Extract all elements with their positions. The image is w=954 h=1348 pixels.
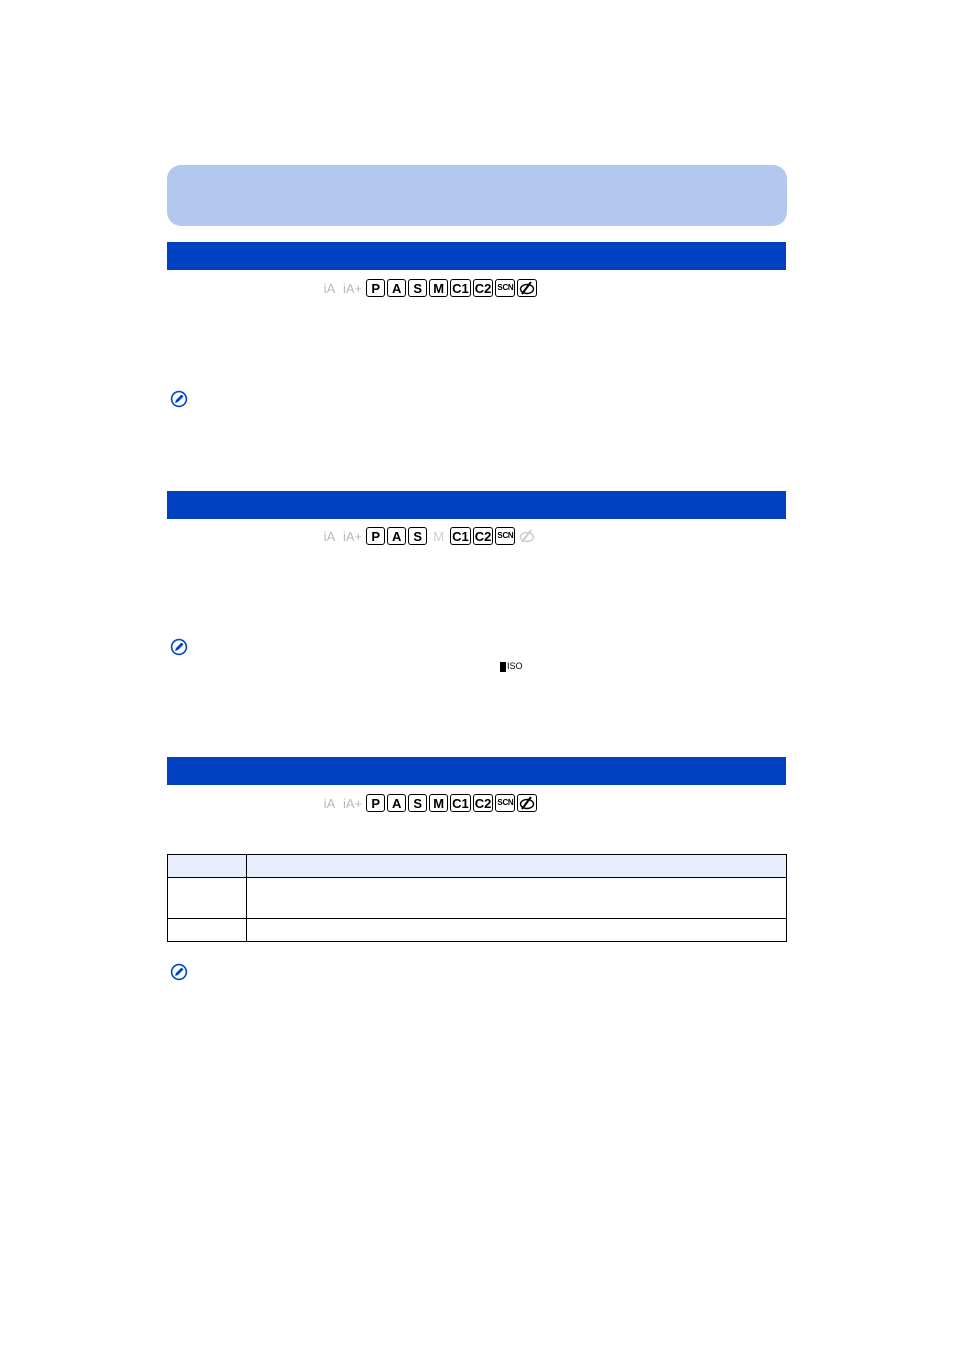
a-mode-icon: A [387, 527, 406, 545]
ia-mode-icon: iA [320, 794, 339, 812]
c1-mode-icon: C1 [452, 280, 469, 296]
iso-icon: ISO [500, 661, 523, 672]
ia-mode-icon: iA [320, 279, 339, 297]
creative-control-icon [517, 279, 537, 297]
s-mode-icon: S [408, 279, 427, 297]
a-mode-icon: A [387, 279, 406, 297]
table-header-cell [168, 855, 247, 878]
table-row [168, 878, 787, 919]
table-header-cell [247, 855, 787, 878]
mode-icons-row-3 [320, 792, 537, 814]
section-header-2 [167, 491, 786, 519]
note-pencil-icon [170, 390, 188, 408]
scn-mode-icon: SCN [495, 794, 515, 812]
ia-plus-mode-icon: iA+ [343, 280, 363, 296]
c1-mode-icon: C1 [452, 795, 469, 811]
p-mode-icon: P [366, 527, 385, 545]
m-mode-icon: M [429, 279, 448, 297]
table-row [168, 919, 787, 942]
ia-plus-mode-icon: iA+ [343, 528, 363, 544]
m-mode-icon: M [429, 794, 448, 812]
section-header-3 [167, 757, 786, 785]
table-cell [168, 919, 247, 942]
c2-mode-icon: C2 [474, 528, 492, 544]
c2-mode-icon: C2 [474, 280, 492, 296]
c2-mode-icon: C2 [474, 795, 492, 811]
s-mode-icon: S [408, 794, 427, 812]
creative-control-icon [517, 527, 536, 545]
note-pencil-icon [170, 963, 188, 981]
settings-table [167, 854, 787, 942]
note-pencil-icon [170, 638, 188, 656]
scn-mode-icon: SCN [495, 279, 515, 297]
table-cell [168, 878, 247, 919]
a-mode-icon: A [387, 794, 406, 812]
s-mode-icon: S [408, 527, 427, 545]
section-header-1 [167, 242, 786, 270]
creative-control-icon [517, 794, 537, 812]
scn-mode-icon: SCN [495, 527, 515, 545]
mode-icons-row-1 [320, 277, 537, 299]
ia-plus-mode-icon: iA+ [343, 795, 363, 811]
p-mode-icon: P [366, 794, 385, 812]
table-cell [247, 878, 787, 919]
c1-mode-icon: C1 [452, 528, 469, 544]
table-header-row [168, 855, 787, 878]
table-cell [247, 919, 787, 942]
ia-mode-icon: iA [320, 527, 339, 545]
p-mode-icon: P [366, 279, 385, 297]
mode-icons-row-2 [320, 525, 536, 547]
m-mode-icon: M [429, 527, 448, 545]
page-title-banner [167, 165, 787, 226]
